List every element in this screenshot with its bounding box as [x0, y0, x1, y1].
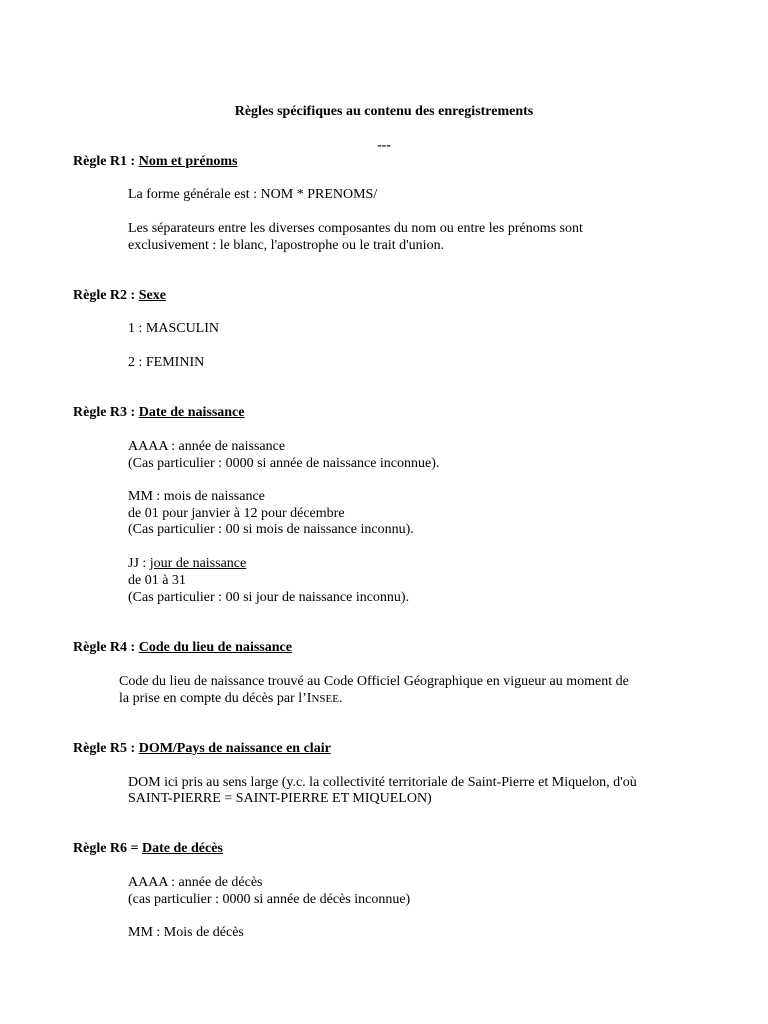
- rule-r4-heading: [73, 639, 292, 656]
- rule-r3-line-6: [128, 555, 246, 572]
- rule-r6-prefix: Règle R6 =: [73, 841, 143, 856]
- rule-r6-heading: [73, 840, 223, 857]
- rule-r3-line-1: AAAA : année de naissance: [128, 439, 286, 454]
- rule-r2-heading: [73, 287, 166, 304]
- rule-r3-line-2: (Cas particulier : 0000 si année de naissance inconnue).: [128, 456, 440, 471]
- rule-r2-line-1: 1 : MASCULIN: [128, 321, 220, 336]
- separator: ---: [377, 138, 391, 153]
- rule-r3-line-6-underlined: jour de naissance: [149, 556, 247, 571]
- rule-r2-prefix: Règle R2 :: [73, 288, 139, 303]
- rule-r5-heading: [73, 740, 331, 757]
- rule-r5-name: DOM/Pays de naissance en clair: [138, 741, 331, 756]
- rule-r3-line-5: (Cas particulier : 00 si mois de naissance inconnu).: [128, 522, 414, 537]
- rule-r4-line-1: Code du lieu de naissance trouvé au Code Officiel Géographique en vigueur au moment de: [119, 674, 629, 689]
- rule-r4-prefix: Règle R4 :: [73, 640, 139, 655]
- rule-r3-line-6-prefix: JJ :: [128, 556, 150, 571]
- rule-r6-line-1: AAAA : année de décès: [128, 875, 263, 890]
- rule-r3-name: Date de naissance: [138, 405, 245, 420]
- rule-r4-insee-cap: I: [306, 691, 312, 706]
- page-title: Règles spécifiques au contenu des enregistrements: [234, 104, 534, 119]
- rule-r4-line-2: [119, 690, 342, 708]
- rule-r3-line-4: de 01 pour janvier à 12 pour décembre: [128, 506, 345, 521]
- rule-r1-line-1: La forme générale est : NOM * PRENOMS/: [128, 187, 378, 202]
- rule-r3-prefix: Règle R3 :: [73, 405, 139, 420]
- rule-r1-prefix: Règle R1 :: [73, 154, 139, 169]
- rule-r1-name: Nom et prénoms: [138, 154, 238, 169]
- rule-r3-heading: [73, 404, 244, 421]
- rule-r4-line-2-suffix: .: [338, 691, 343, 706]
- rule-r5-prefix: Règle R5 :: [73, 741, 139, 756]
- rule-r1-line-3: exclusivement : le blanc, l'apostrophe ou le trait d'union.: [128, 238, 445, 253]
- rule-r1-heading: [73, 153, 237, 170]
- rule-r4-line-2-prefix: la prise en compte du décès par l’: [119, 691, 307, 706]
- rule-r4-insee-smallcaps: NSEE: [311, 693, 339, 705]
- rule-r6-name: Date de décès: [142, 841, 223, 856]
- rule-r2-line-2: 2 : FEMININ: [128, 355, 205, 370]
- rule-r2-name: Sexe: [138, 288, 166, 303]
- rule-r6-line-2: (cas particulier : 0000 si année de décès inconnue): [128, 892, 411, 907]
- rule-r5-line-1: DOM ici pris au sens large (y.c. la collectivité territoriale de Saint-Pierre et Miquelon, d'où: [128, 775, 637, 790]
- rule-r3-line-8: (Cas particulier : 00 si jour de naissance inconnu).: [128, 590, 410, 605]
- rule-r5-line-2: SAINT-PIERRE = SAINT-PIERRE ET MIQUELON): [128, 791, 432, 806]
- rule-r6-line-3: MM : Mois de décès: [128, 925, 244, 940]
- rule-r4-name: Code du lieu de naissance: [138, 640, 292, 655]
- rule-r1-line-2: Les séparateurs entre les diverses composantes du nom ou entre les prénoms sont: [128, 221, 583, 236]
- rule-r3-line-3: MM : mois de naissance: [128, 489, 265, 504]
- rule-r3-line-7: de 01 à 31: [128, 573, 186, 588]
